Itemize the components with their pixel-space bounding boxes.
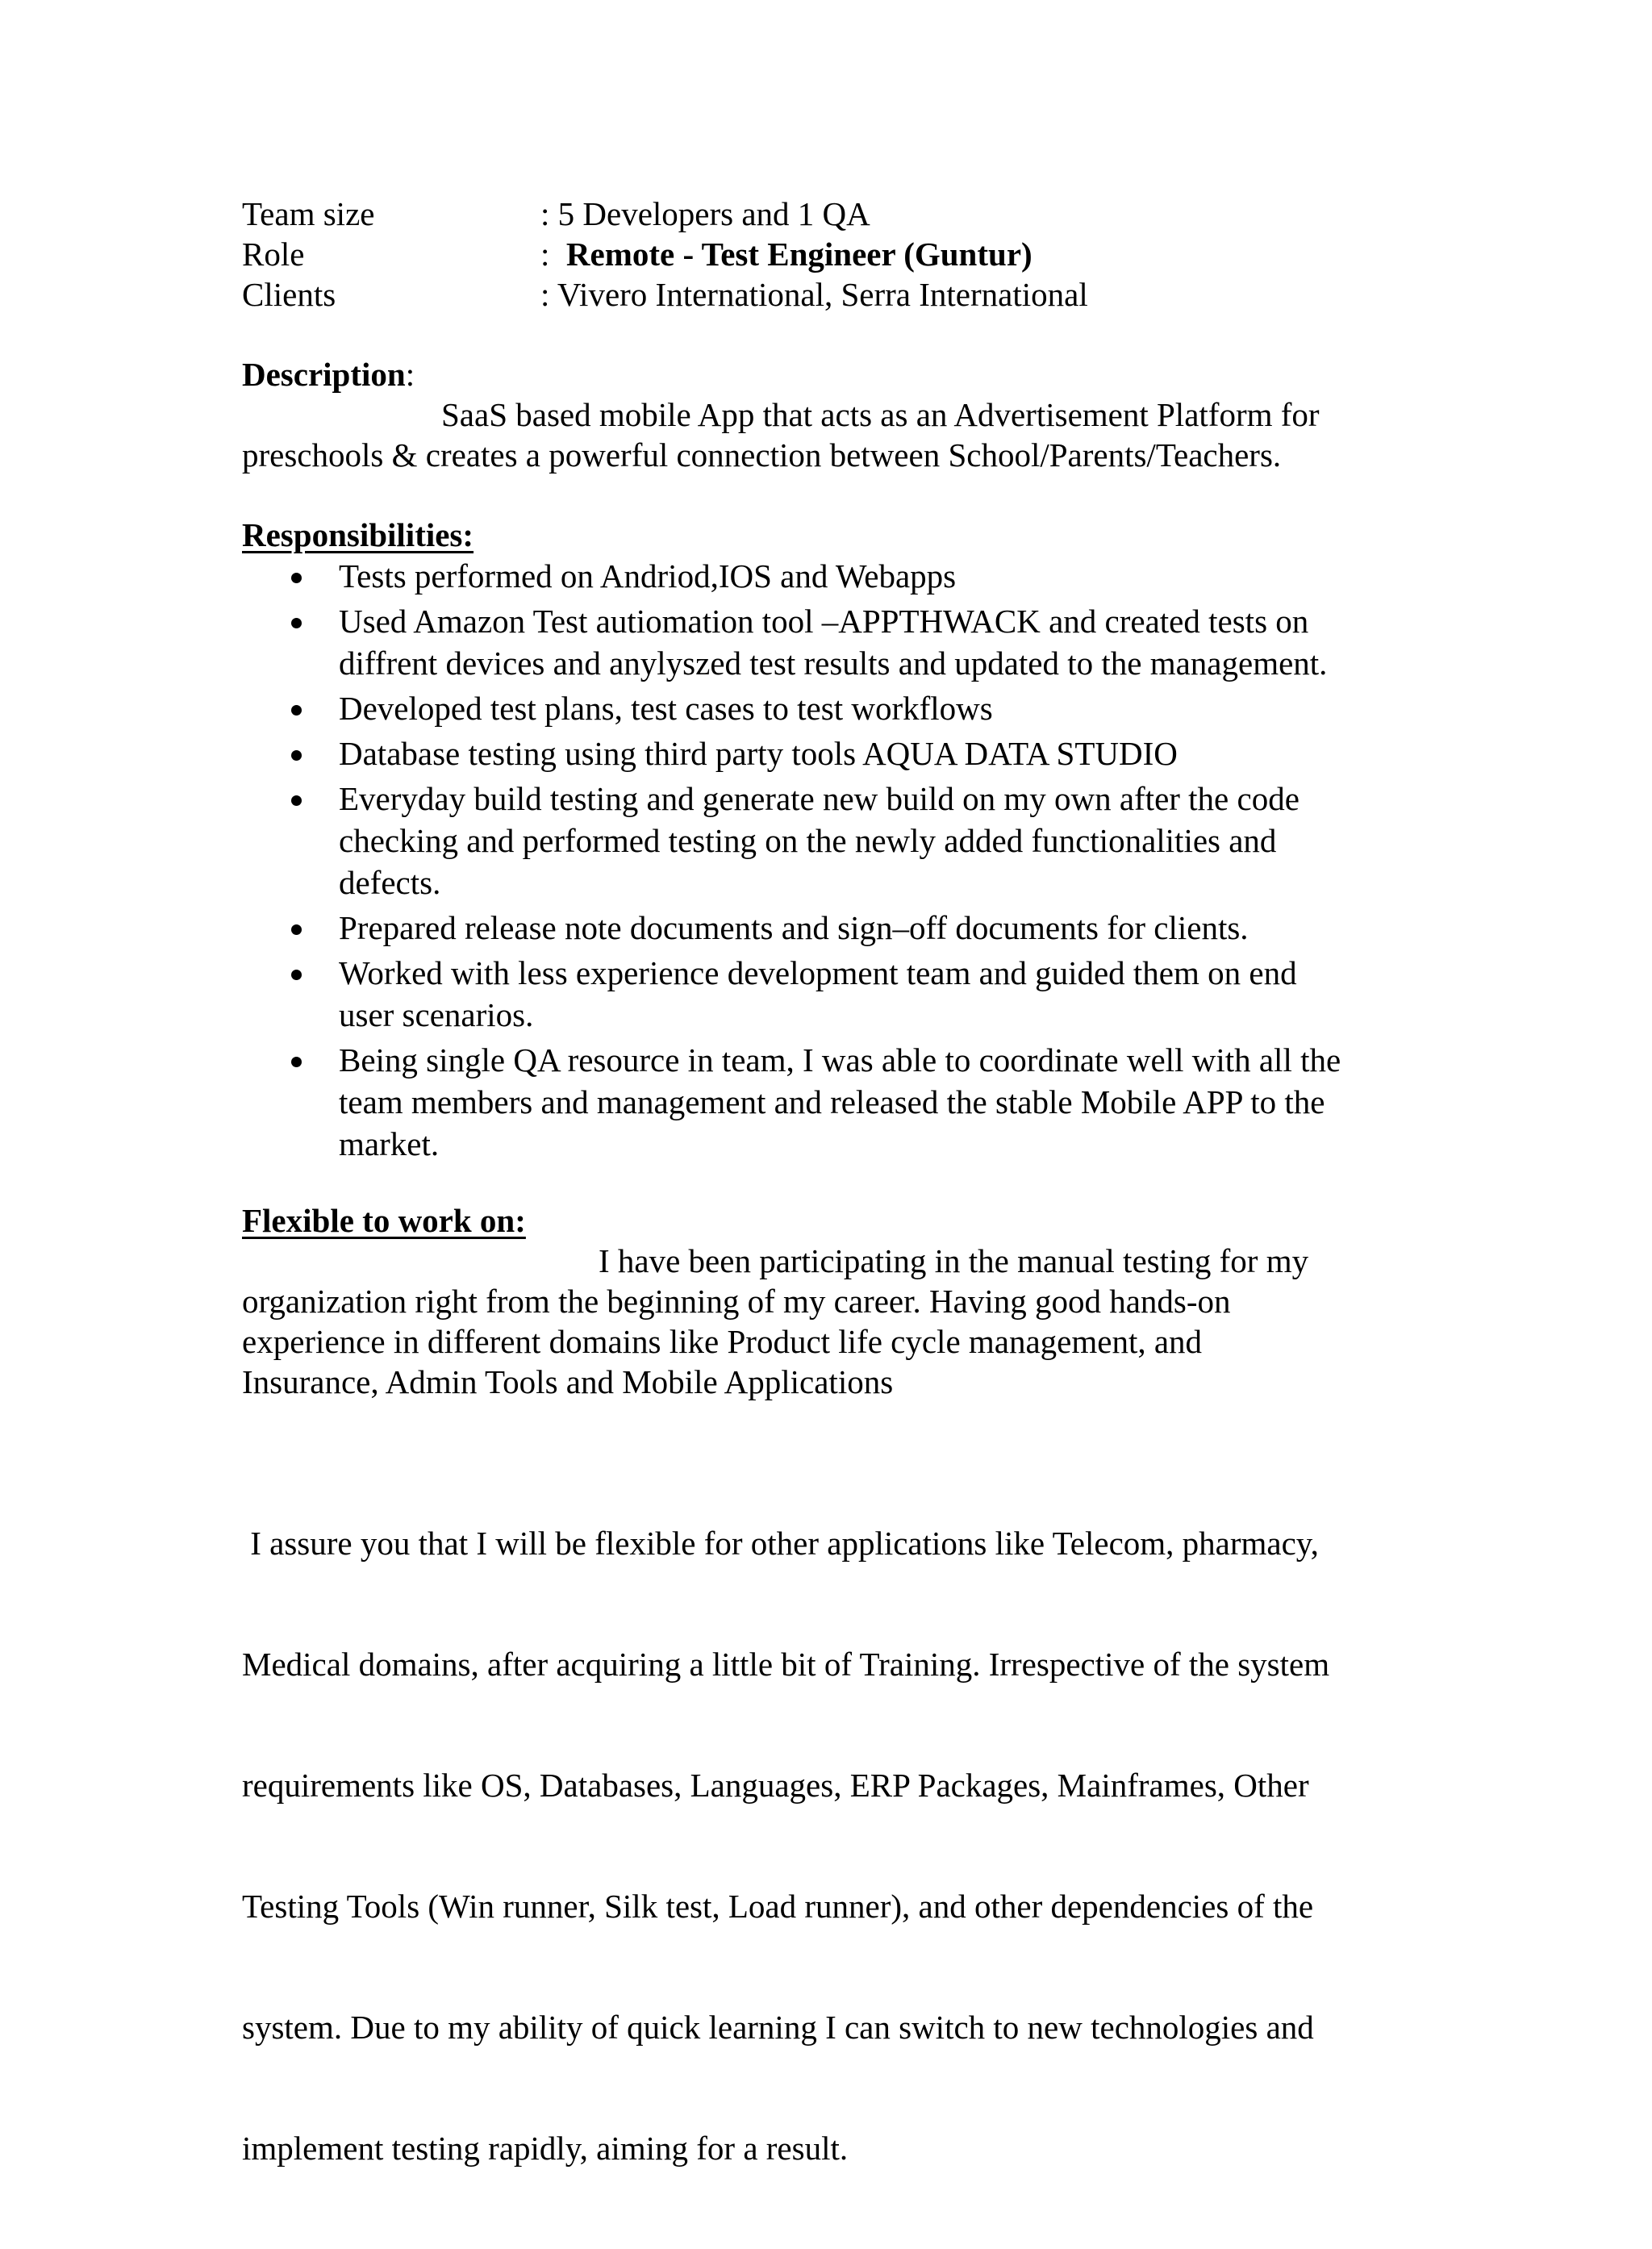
- description-paragraph: [242, 394, 1420, 475]
- list-item: [242, 687, 1452, 729]
- description-line: preschools & creates a powerful connection between School/Parents/Teachers.: [242, 436, 1282, 474]
- team-size-value: : 5 Developers and 1 QA: [540, 195, 870, 232]
- list-item-line: Developed test plans, test cases to test workflows: [339, 690, 993, 727]
- list-item-line: user scenarios.: [339, 996, 534, 1033]
- list-item-line: Everyday build testing and generate new build on my own after the code: [339, 780, 1299, 817]
- assurance-line: I assure you that I will be flexible for other applications like Telecom, pharmacy,: [242, 1525, 1319, 1562]
- flexible-heading: [242, 1200, 526, 1241]
- responsibilities-heading: [242, 515, 473, 555]
- assurance-line: Testing Tools (Win runner, Silk test, Load runner), and other dependencies of the: [242, 1888, 1314, 1925]
- bullet-icon: [291, 705, 302, 716]
- list-item: [242, 952, 1452, 1036]
- bullet-icon: [291, 618, 302, 628]
- list-item-line: Database testing using third party tools AQUA DATA STUDIO: [339, 735, 1178, 772]
- flexible-line: Insurance, Admin Tools and Mobile Applications: [242, 1363, 894, 1400]
- role-value-prefix: :: [540, 236, 566, 273]
- assurance-line: requirements like OS, Databases, Languages, ERP Packages, Mainframes, Other: [242, 1767, 1309, 1804]
- flexible-line: experience in different domains like Product life cycle management, and: [242, 1323, 1203, 1360]
- list-item-line: Used Amazon Test autiomation tool –APPTHWACK and created tests on: [339, 603, 1309, 640]
- description-heading: [242, 354, 415, 394]
- list-item-line: diffrent devices and anylyszed test results and updated to the management.: [339, 645, 1328, 682]
- team-size-label: Team size: [242, 195, 375, 232]
- assurance-line: implement testing rapidly, aiming for a result.: [242, 2130, 849, 2167]
- flexible-line: organization right from the beginning of my career. Having good hands-on: [242, 1283, 1231, 1320]
- list-item: [242, 907, 1452, 949]
- bullet-icon: [291, 750, 302, 761]
- flexible-heading-text: Flexible to work on:: [242, 1202, 526, 1239]
- list-item-line: checking and performed testing on the newly added functionalities and: [339, 822, 1277, 859]
- clients-value: : Vivero International, Serra International: [540, 276, 1088, 313]
- flexible-paragraph: [242, 1241, 1420, 1402]
- flexible-line: I have been participating in the manual testing for my: [599, 1242, 1309, 1279]
- list-item-line: Prepared release note documents and sign–off documents for clients.: [339, 909, 1249, 946]
- list-item: [242, 555, 1452, 597]
- role-value-wrapper: [540, 234, 1032, 274]
- assurance-paragraph: [242, 1442, 1420, 2249]
- bullet-icon: [291, 1057, 302, 1067]
- list-item-line: team members and management and released the stable Mobile APP to the: [339, 1083, 1325, 1120]
- role-label: Role: [242, 236, 305, 273]
- bullet-icon: [291, 924, 302, 935]
- role-value: Remote - Test Engineer (Guntur): [565, 236, 1032, 273]
- list-item-line: Tests performed on Andriod,IOS and Webapps: [339, 557, 957, 595]
- bullet-icon: [291, 573, 302, 583]
- assurance-line: system. Due to my ability of quick learning I can switch to new technologies and: [242, 2009, 1314, 2046]
- list-item: [242, 778, 1452, 903]
- responsibilities-heading-text: Responsibilities:: [242, 516, 474, 553]
- list-item-line: Worked with less experience development team and guided them on end: [339, 954, 1297, 991]
- bullet-icon: [291, 795, 302, 806]
- list-item: [242, 600, 1452, 684]
- assurance-line: Medical domains, after acquiring a little bit of Training. Irrespective of the system: [242, 1646, 1330, 1683]
- responsibilities-list: [242, 555, 1452, 1168]
- list-item: [242, 1039, 1452, 1165]
- list-item-line: Being single QA resource in team, I was able to coordinate well with all the: [339, 1041, 1341, 1079]
- description-heading-text: Description: [242, 356, 406, 393]
- bullet-icon: [291, 970, 302, 980]
- list-item-line: defects.: [339, 864, 441, 901]
- description-heading-colon: :: [405, 356, 415, 393]
- list-item: [242, 732, 1452, 774]
- list-item-line: market.: [339, 1125, 440, 1162]
- description-line: SaaS based mobile App that acts as an Advertisement Platform for: [441, 396, 1320, 433]
- clients-label: Clients: [242, 276, 336, 313]
